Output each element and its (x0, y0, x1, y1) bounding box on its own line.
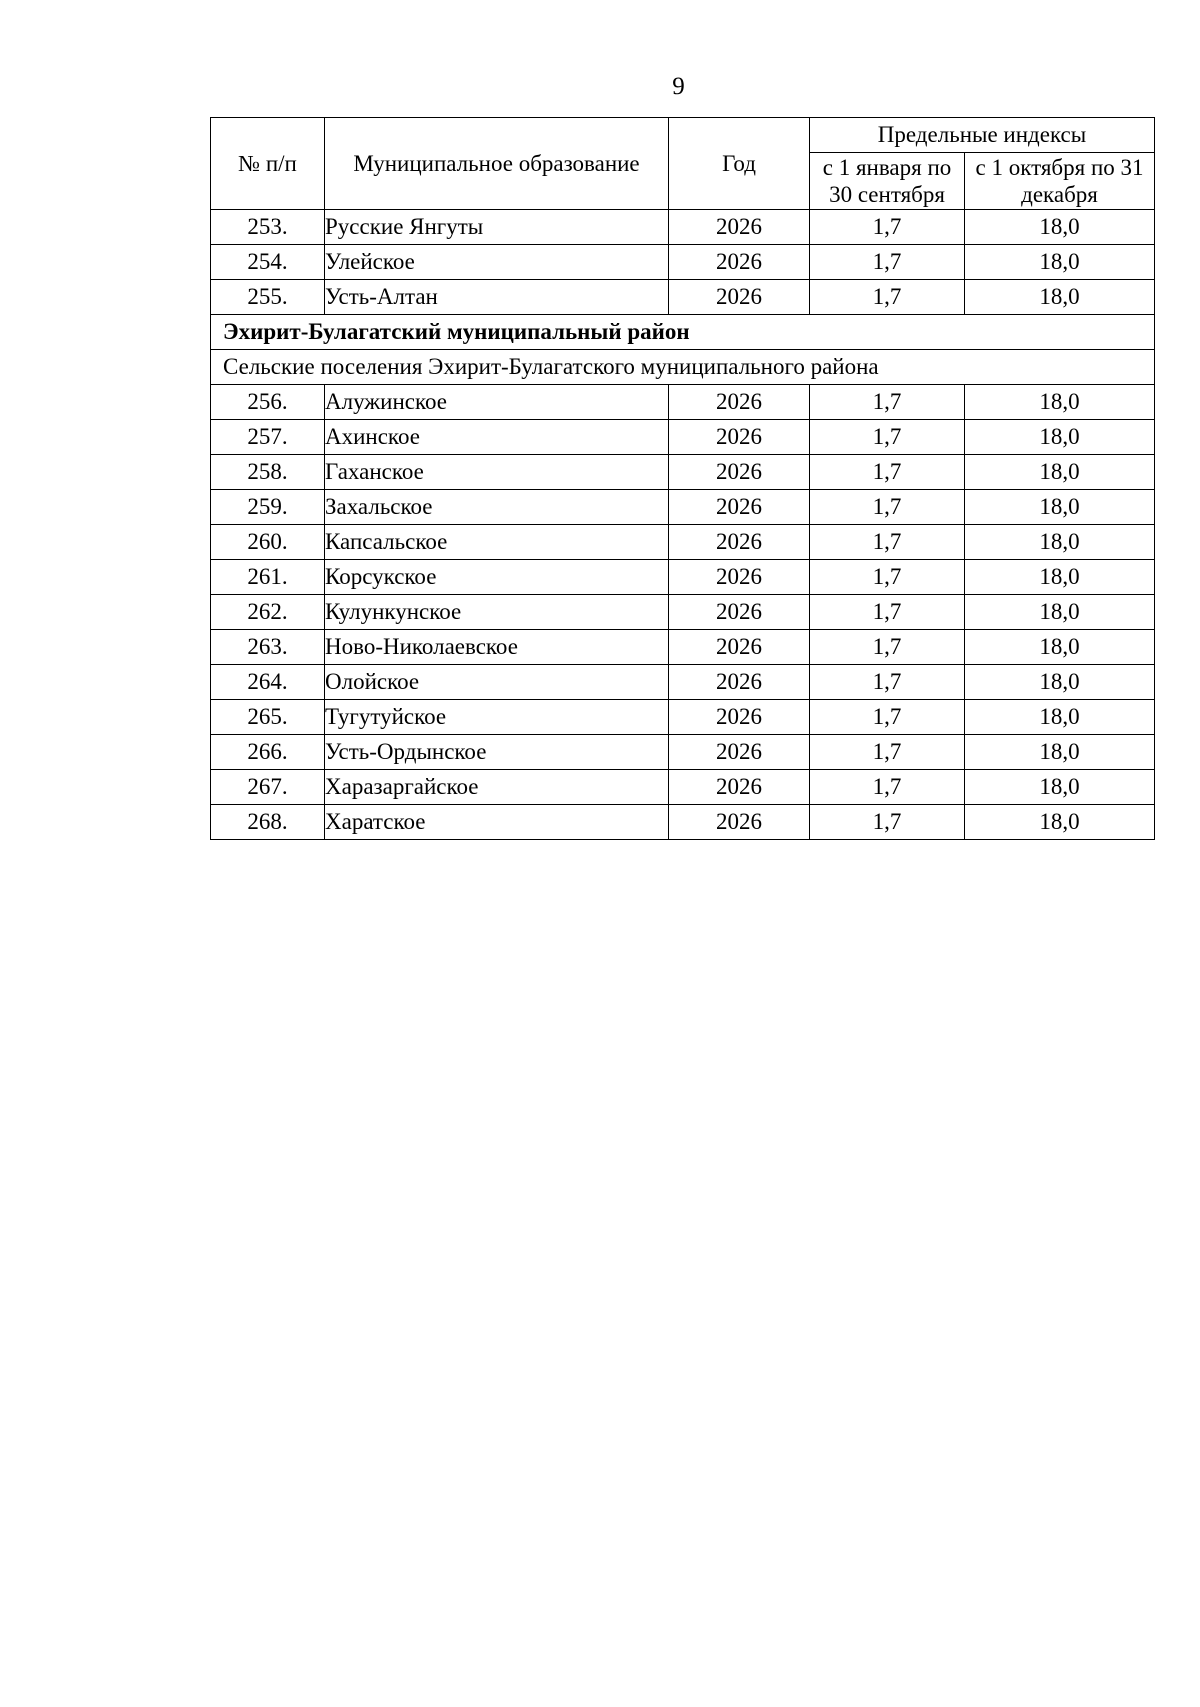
row-year: 2026 (669, 735, 810, 770)
row-index-jan-sep: 1,7 (810, 210, 965, 245)
row-municipality: Харатское (325, 805, 669, 840)
table-row (211, 770, 1155, 805)
row-index-oct-dec: 18,0 (965, 385, 1155, 420)
row-year: 2026 (669, 560, 810, 595)
row-index-oct-dec: 18,0 (965, 210, 1155, 245)
row-municipality: Улейское (325, 245, 669, 280)
row-index-oct-dec: 18,0 (965, 630, 1155, 665)
table-row (211, 280, 1155, 315)
row-year: 2026 (669, 805, 810, 840)
table-row (211, 735, 1155, 770)
table-row (211, 455, 1155, 490)
row-num: 253. (211, 210, 325, 245)
district-heading: Эхирит-Булагатский муниципальный район (211, 315, 1155, 350)
row-index-jan-sep: 1,7 (810, 455, 965, 490)
row-year: 2026 (669, 420, 810, 455)
row-index-oct-dec: 18,0 (965, 455, 1155, 490)
row-index-jan-sep: 1,7 (810, 385, 965, 420)
row-num: 262. (211, 595, 325, 630)
header-indices-group: Предельные индексы (810, 118, 1155, 153)
row-municipality: Харазаргайское (325, 770, 669, 805)
row-index-oct-dec: 18,0 (965, 490, 1155, 525)
row-num: 268. (211, 805, 325, 840)
row-index-oct-dec: 18,0 (965, 560, 1155, 595)
table-row (211, 490, 1155, 525)
row-num: 258. (211, 455, 325, 490)
row-municipality: Олойское (325, 665, 669, 700)
settlement-group-row (211, 350, 1155, 385)
row-municipality: Ахинское (325, 420, 669, 455)
table-body-district (211, 385, 1155, 840)
page-number: 9 (672, 73, 685, 100)
tariff-index-table (210, 117, 1155, 840)
row-index-jan-sep: 1,7 (810, 665, 965, 700)
row-num: 266. (211, 735, 325, 770)
header-municipality: Муниципальное образование (325, 118, 669, 210)
row-num: 267. (211, 770, 325, 805)
row-num: 264. (211, 665, 325, 700)
row-num: 257. (211, 420, 325, 455)
row-municipality: Русские Янгуты (325, 210, 669, 245)
settlement-group-heading: Сельские поселения Эхирит-Булагатского муниципального района (211, 350, 1155, 385)
row-index-jan-sep: 1,7 (810, 560, 965, 595)
row-year: 2026 (669, 595, 810, 630)
table-row (211, 245, 1155, 280)
row-year: 2026 (669, 630, 810, 665)
row-num: 254. (211, 245, 325, 280)
row-index-oct-dec: 18,0 (965, 665, 1155, 700)
row-index-jan-sep: 1,7 (810, 630, 965, 665)
row-year: 2026 (669, 490, 810, 525)
row-index-oct-dec: 18,0 (965, 700, 1155, 735)
row-num: 256. (211, 385, 325, 420)
row-municipality: Алужинское (325, 385, 669, 420)
header-period-oct-dec: с 1 октября по 31 декабря (965, 153, 1155, 210)
row-municipality: Захальское (325, 490, 669, 525)
row-index-jan-sep: 1,7 (810, 420, 965, 455)
row-municipality: Капсальское (325, 525, 669, 560)
row-num: 263. (211, 630, 325, 665)
row-index-oct-dec: 18,0 (965, 280, 1155, 315)
table-row (211, 700, 1155, 735)
table-header (211, 118, 1155, 210)
header-period-jan-sep: с 1 января по 30 сентября (810, 153, 965, 210)
row-num: 261. (211, 560, 325, 595)
row-municipality: Усть-Ордынское (325, 735, 669, 770)
header-num: № п/п (211, 118, 325, 210)
row-index-oct-dec: 18,0 (965, 770, 1155, 805)
row-year: 2026 (669, 385, 810, 420)
row-municipality: Усть-Алтан (325, 280, 669, 315)
district-heading-row (211, 315, 1155, 350)
header-year: Год (669, 118, 810, 210)
row-year: 2026 (669, 210, 810, 245)
row-year: 2026 (669, 770, 810, 805)
row-index-jan-sep: 1,7 (810, 735, 965, 770)
row-index-oct-dec: 18,0 (965, 420, 1155, 455)
row-index-jan-sep: 1,7 (810, 805, 965, 840)
table-body (211, 210, 1155, 385)
table-row (211, 595, 1155, 630)
row-municipality: Корсукское (325, 560, 669, 595)
row-year: 2026 (669, 665, 810, 700)
row-index-oct-dec: 18,0 (965, 805, 1155, 840)
row-num: 255. (211, 280, 325, 315)
row-municipality: Гаханское (325, 455, 669, 490)
row-index-oct-dec: 18,0 (965, 525, 1155, 560)
row-index-oct-dec: 18,0 (965, 595, 1155, 630)
table-row (211, 560, 1155, 595)
table-row (211, 385, 1155, 420)
row-num: 260. (211, 525, 325, 560)
row-year: 2026 (669, 455, 810, 490)
row-municipality: Ново-Николаевское (325, 630, 669, 665)
row-index-oct-dec: 18,0 (965, 245, 1155, 280)
table-row (211, 210, 1155, 245)
table-row (211, 630, 1155, 665)
row-year: 2026 (669, 700, 810, 735)
row-municipality: Кулункунское (325, 595, 669, 630)
row-municipality: Тугутуйское (325, 700, 669, 735)
row-index-jan-sep: 1,7 (810, 280, 965, 315)
row-index-oct-dec: 18,0 (965, 735, 1155, 770)
row-index-jan-sep: 1,7 (810, 245, 965, 280)
row-index-jan-sep: 1,7 (810, 595, 965, 630)
row-index-jan-sep: 1,7 (810, 770, 965, 805)
row-num: 265. (211, 700, 325, 735)
row-year: 2026 (669, 525, 810, 560)
table-row (211, 665, 1155, 700)
row-index-jan-sep: 1,7 (810, 490, 965, 525)
table-row (211, 525, 1155, 560)
table-row (211, 420, 1155, 455)
table-row (211, 805, 1155, 840)
row-index-jan-sep: 1,7 (810, 700, 965, 735)
row-index-jan-sep: 1,7 (810, 525, 965, 560)
row-year: 2026 (669, 280, 810, 315)
row-num: 259. (211, 490, 325, 525)
row-year: 2026 (669, 245, 810, 280)
